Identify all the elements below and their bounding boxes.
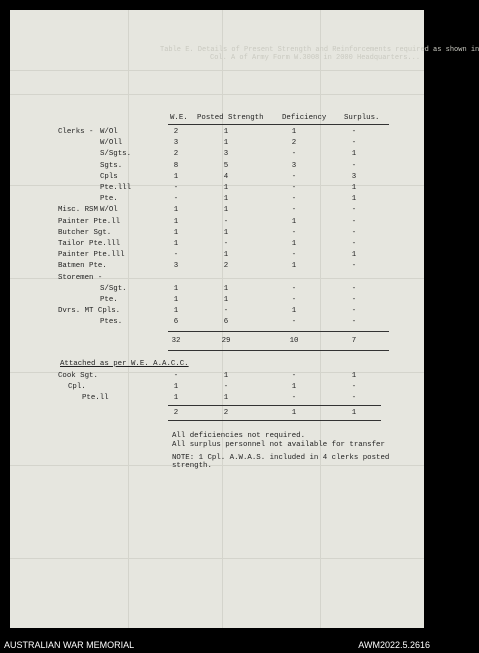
cell-surplus: - [351,284,357,293]
total-we: 32 [171,337,181,345]
cell-surplus: 1 [351,251,357,260]
header-surplus: Surplus. [344,114,380,122]
cell-posted: 1 [223,128,229,136]
cell-we: - [173,184,179,192]
row-label: Batmen Pte. [58,262,107,271]
cell-surplus: - [351,206,357,215]
cell-deficiency: - [291,251,297,260]
row-label: Tailor Pte.lll [58,240,121,248]
att-cell-surplus: 1 [351,372,357,380]
att-total-we: 2 [173,409,179,417]
row-sublabel: W/Ol [100,206,118,215]
att-cell-surplus: - [351,383,357,391]
att-cell-deficiency: 1 [291,383,297,391]
header-we: W.E. [170,114,188,122]
cell-deficiency: - [291,228,297,237]
cell-posted: - [223,217,229,226]
cell-deficiency: 3 [291,161,297,170]
cell-we: 1 [173,217,179,226]
att-cell-posted: 1 [223,394,229,402]
document-page [10,10,479,628]
row-sublabel: S/Sgt. [100,284,127,293]
cell-we: 1 [173,296,179,304]
cell-posted: 1 [223,228,229,237]
cell-deficiency: - [291,172,297,181]
cell-posted: 1 [223,296,229,304]
cell-surplus: - [351,262,357,271]
cell-we: 1 [173,284,179,293]
att-total-surplus: 1 [351,409,357,417]
cell-surplus: - [351,228,357,237]
att-total-deficiency: 1 [291,409,297,417]
cell-posted: 1 [223,139,229,148]
row-label: Painter Pte.lll [58,251,125,260]
cell-surplus: - [351,161,357,170]
cell-deficiency: 1 [291,262,297,271]
cell-we: 1 [173,240,179,248]
cell-we: 3 [173,262,179,271]
cell-surplus: 1 [351,195,357,204]
row-label: Dvrs. MT Cpls. [58,307,121,316]
row-sublabel: W/Ol [100,128,118,136]
cell-surplus: - [351,296,357,304]
cell-surplus: 1 [351,184,357,192]
cell-we: 1 [173,172,179,181]
footer-left: AUSTRALIAN WAR MEMORIAL [4,640,135,650]
cell-we: 1 [173,206,179,215]
cell-posted: 1 [223,251,229,260]
cell-surplus: 3 [351,172,357,181]
cell-posted: 1 [223,206,229,215]
cell-posted: 2 [223,262,229,271]
attached-heading: Attached as per W.E. A.A.C.C. [60,360,189,368]
att-row-label: Pte.ll [82,394,109,402]
cell-we: - [173,195,179,204]
cell-we: - [173,251,179,260]
cell-deficiency: - [291,184,297,192]
total-surplus: 7 [351,337,357,345]
row-label: Misc. RSM [58,206,98,215]
cell-we: 3 [173,139,179,148]
cell-surplus: - [351,128,357,136]
att-cell-we: - [173,372,179,380]
cell-we: 8 [173,161,179,170]
cell-deficiency: - [291,206,297,215]
cell-posted: 6 [223,318,229,327]
att-cell-surplus: - [351,394,357,402]
cell-deficiency: 2 [291,139,297,148]
row-sublabel: Pte. [100,296,118,304]
cell-deficiency: - [291,318,297,327]
footer-right: AWM2022.5.2616 [358,640,430,650]
att-cell-deficiency: - [291,394,297,402]
row-sublabel: Sgts. [100,161,123,170]
cell-deficiency: 1 [291,307,297,316]
cell-surplus: 1 [351,150,357,159]
faint-header-line-2: Col. A of Army Form W.3008 in 2000 Headquarters... [210,54,421,62]
total-posted: 29 [221,337,231,345]
note-line-1: All deficiencies not required. [172,432,306,440]
row-sublabel: Ptes. [100,318,123,327]
row-sublabel: Pte. [100,195,118,204]
cell-surplus: - [351,307,357,316]
footer-bar [0,638,434,653]
cell-posted: - [223,240,229,248]
cell-deficiency: 1 [291,217,297,226]
note-awas-1: NOTE: 1 Cpl. A.W.A.S. included in 4 clerks posted [172,454,390,462]
cell-posted: - [223,307,229,316]
att-cell-we: 1 [173,383,179,391]
cell-posted: 1 [223,284,229,293]
cell-deficiency: - [291,195,297,204]
att-cell-deficiency: - [291,372,297,380]
cell-posted: 3 [223,150,229,159]
att-cell-we: 1 [173,394,179,402]
cell-we: 1 [173,307,179,316]
cell-we: 6 [173,318,179,327]
cell-surplus: - [351,217,357,226]
cell-surplus: - [351,240,357,248]
cell-posted: 1 [223,195,229,204]
row-label: Painter Pte.ll [58,217,121,226]
row-label: Storemen - [58,273,103,282]
cell-we: 2 [173,150,179,159]
att-cell-posted: - [223,383,229,391]
cell-deficiency: 1 [291,128,297,136]
cell-we: 1 [173,228,179,237]
cell-deficiency: - [291,284,297,293]
note-awas-2: strength. [172,462,212,470]
cell-deficiency: - [291,150,297,159]
cell-deficiency: - [291,296,297,304]
att-total-posted: 2 [223,409,229,417]
row-label: Clerks - [58,128,94,136]
att-row-label: Cook Sgt. [58,372,98,380]
total-deficiency: 10 [289,337,299,345]
cell-surplus: - [351,318,357,327]
row-sublabel: W/Oll [100,139,123,148]
cell-surplus: - [351,139,357,148]
row-sublabel: S/Sgts. [100,150,132,159]
cell-posted: 1 [223,184,229,192]
header-deficiency: Deficiency [282,114,327,122]
header-posted-strength: Posted Strength [197,114,264,122]
cell-posted: 4 [223,172,229,181]
att-row-label: Cpl. [68,383,86,391]
note-line-2: All surplus personnel not available for transfer [172,441,385,449]
row-sublabel: Pte.lll [100,184,132,192]
cell-we: 2 [173,128,179,136]
att-cell-posted: 1 [223,372,229,380]
row-label: Butcher Sgt. [58,228,112,237]
cell-deficiency: 1 [291,240,297,248]
faint-header-line-1: Table E. Details of Present Strength and Reinforcements required as shown in [160,46,479,54]
row-sublabel: Cpls [100,172,118,181]
cell-posted: 5 [223,161,229,170]
